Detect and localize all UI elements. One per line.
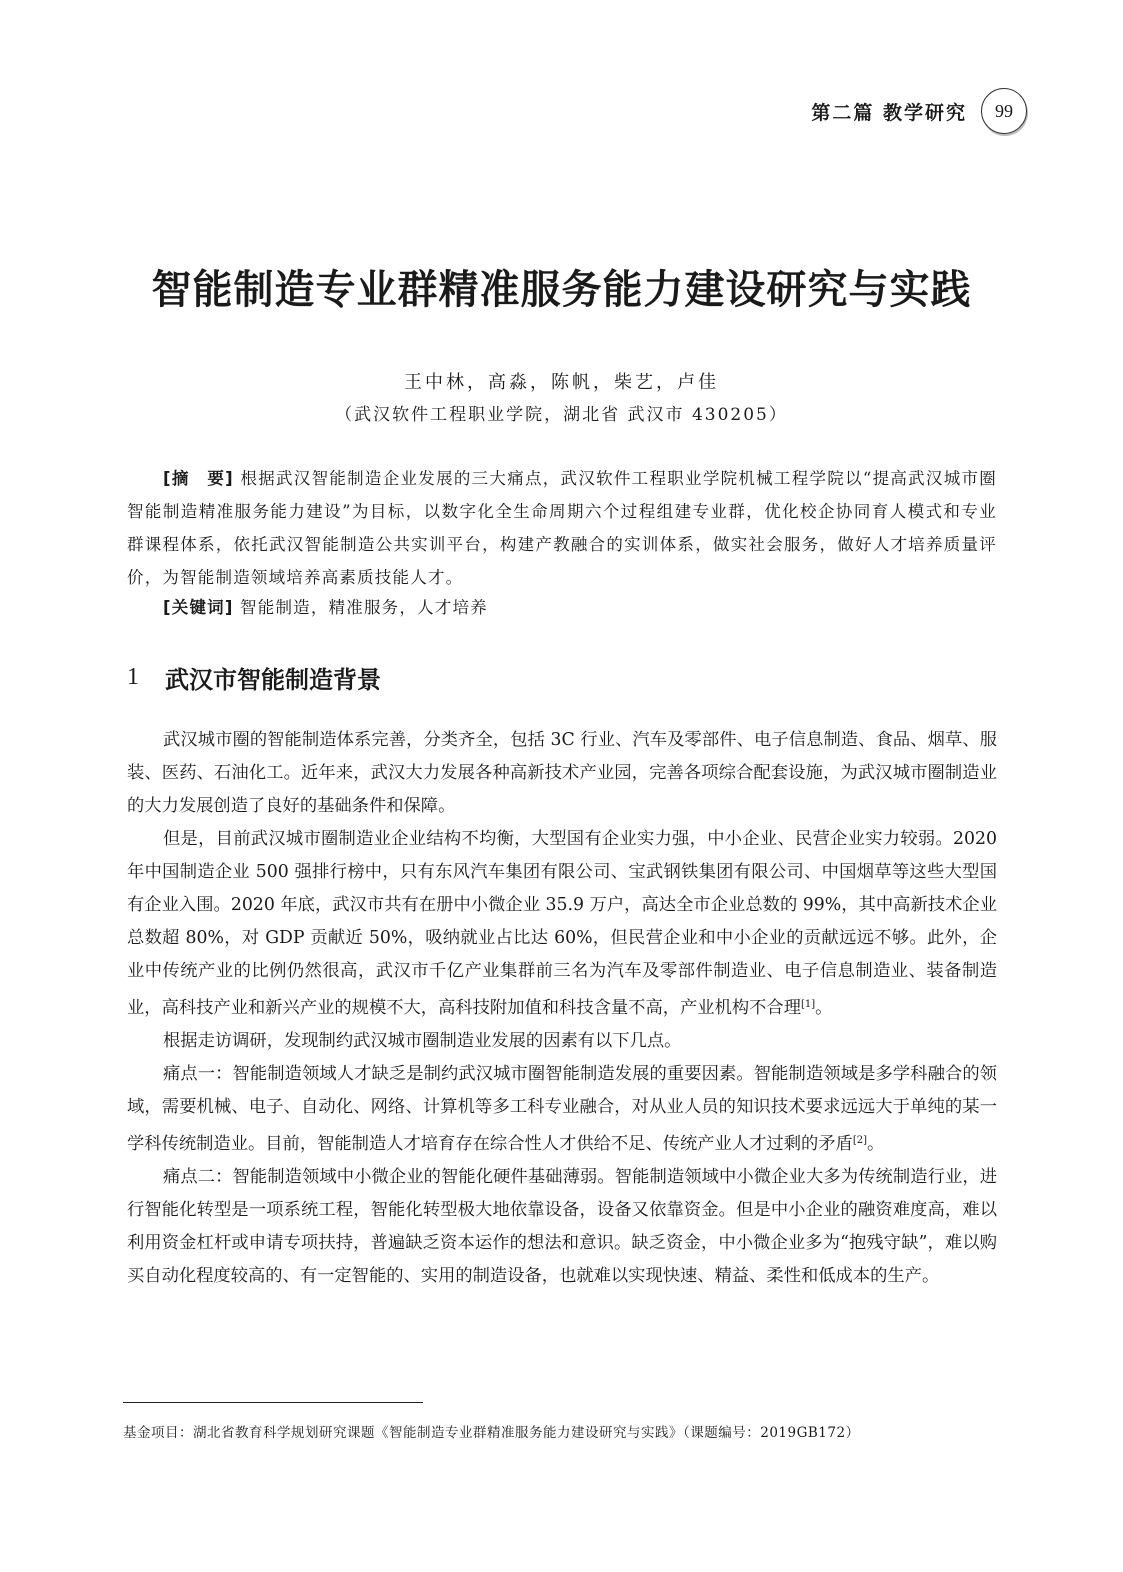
page-number: 99	[981, 88, 1027, 134]
paragraph-end: 。	[815, 998, 833, 1018]
abstract-label: [摘 要]	[163, 469, 234, 488]
section-label: 第二篇 教学研究	[811, 101, 967, 124]
author-list: 王中林，高淼，陈帆，柴艺，卢佳	[404, 372, 719, 393]
footnote-divider	[123, 1402, 423, 1403]
body-text	[127, 724, 997, 1293]
paragraph	[127, 1058, 997, 1161]
keywords	[163, 594, 488, 618]
section-heading	[127, 660, 381, 695]
footnote: 基金项目：湖北省教育科学规划研究课题《智能制造专业群精准服务能力建设研究与实践》（课题编号：2019GB172）	[123, 1425, 860, 1441]
paper-title: 智能制造专业群精准服务能力建设研究与实践	[151, 267, 972, 313]
paragraph: 根据走访调研，发现制约武汉城市圈制造业发展的因素有以下几点。	[163, 1031, 682, 1051]
page-header	[811, 86, 1027, 136]
paragraph-text: 痛点一：智能制造领域人才缺乏是制约武汉城市圈智能制造发展的重要因素。智能制造领域是多学科融合的领域，需要机械、电子、自动化、网络、计算机等多工科专业融合，对从业人员的知识技术要求远远大于单纯的某一学科传统制造业。目前，智能制造人才培育存在综合性人才供给不足、传统产业人才过剩的矛盾	[127, 1064, 997, 1154]
section-title: 武汉市智能制造背景	[165, 666, 381, 694]
citation: [2]	[852, 1135, 867, 1146]
keywords-label: [关键词]	[163, 598, 234, 617]
paragraph-end: 。	[867, 1134, 885, 1154]
abstract-text: 根据武汉智能制造企业发展的三大痛点，武汉软件工程职业学院机械工程学院以“提高武汉城市圈智能制造精准服务能力建设”为目标，以数字化全生命周期六个过程组建专业群，优化校企协同育人模式和专业群课程体系，依托武汉智能制造公共实训平台，构建产教融合的实训体系，做实社会服务，做好人才培养质量评价，为智能制造领域培养高素质技能人才。	[127, 469, 997, 587]
affiliation: （武汉软件工程职业学院，湖北省 武汉市 430205）	[335, 405, 788, 425]
paragraph-text: 但是，目前武汉城市圈制造业企业结构不均衡，大型国有企业实力强，中小企业、民营企业实力较弱。2020 年中国制造企业 500 强排行榜中，只有东风汽车集团有限公司、宝武钢铁集团有限公司、中国烟草等这些大型国有企业入围。2020 年底，武汉市共有在册中小微企业 35.9 万户，高达全市企业总数的 99%，其中高新技术企业总数超 80%，对 GDP 贡献近 50%，吸纳就业占比达 60%，但民营企业和中小企业的贡献远远不够。此外，企业中传统产业的比例仍然很高，武汉市千亿产业集群前三名为汽车及零部件制造业、电子信息制造业、装备制造业，高科技产业和新兴产业的规模不大，高科技附加值和科技含量不高，产业机构不合理	[127, 829, 997, 1018]
paragraph: 痛点二：智能制造领域中小微企业的智能化硬件基础薄弱。智能制造领域中小微企业大多为传统制造行业，进行智能化转型是一项系统工程，智能化转型极大地依靠设备，设备又依靠资金。但是中小企业的融资难度高，难以利用资金杠杆或申请专项扶持，普遍缺乏资本运作的想法和意识。缺乏资金，中小微企业多为“抱残守缺”，难以购买自动化程度较高的、有一定智能的、实用的制造设备，也就难以实现快速、精益、柔性和低成本的生产。	[127, 1167, 997, 1286]
keywords-text: 智能制造，精准服务，人才培养	[240, 598, 488, 617]
section-number: 1	[127, 664, 139, 690]
abstract	[127, 462, 997, 594]
citation: [1]	[800, 999, 816, 1010]
paragraph	[127, 823, 997, 1025]
paragraph: 武汉城市圈的智能制造体系完善，分类齐全，包括 3C 行业、汽车及零部件、电子信息制造、食品、烟草、服装、医药、石油化工。近年来，武汉大力发展各种高新技术产业园，完善各项综合配套设施，为武汉城市圈制造业的大力发展创造了良好的基础条件和保障。	[127, 730, 997, 816]
